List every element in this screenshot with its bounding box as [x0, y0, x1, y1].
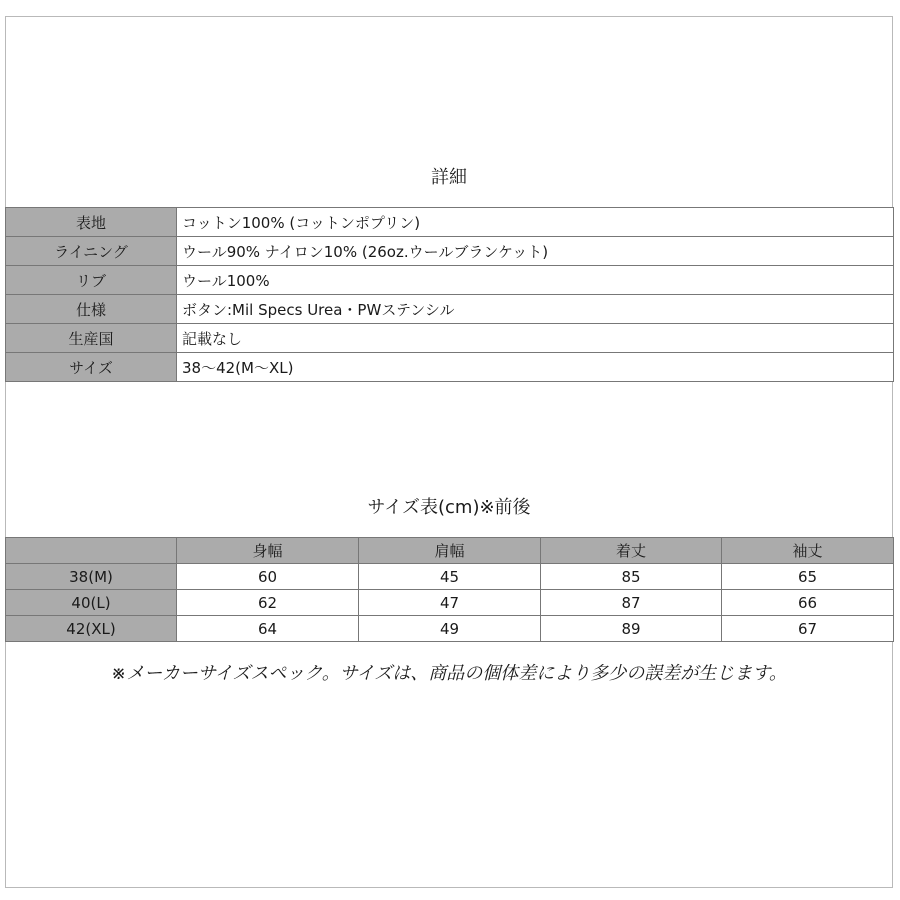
size-label: 42(XL) — [6, 616, 177, 642]
size-table-corner — [6, 538, 177, 564]
header-body-width: 身幅 — [177, 538, 359, 564]
size-value: 87 — [541, 590, 722, 616]
header-length: 着丈 — [541, 538, 722, 564]
header-shoulder-width: 肩幅 — [359, 538, 541, 564]
size-value: 89 — [541, 616, 722, 642]
size-table-header-row — [6, 538, 894, 564]
details-row-lining — [6, 237, 894, 266]
details-value: 38〜42(M〜XL) — [177, 353, 894, 382]
size-value: 64 — [177, 616, 359, 642]
size-table — [5, 537, 894, 642]
size-value: 65 — [722, 564, 894, 590]
size-row-42 — [6, 616, 894, 642]
details-row-fabric — [6, 208, 894, 237]
content-frame — [5, 16, 893, 888]
size-value: 45 — [359, 564, 541, 590]
details-value: コットン100% (コットンポプリン) — [177, 208, 894, 237]
size-value: 60 — [177, 564, 359, 590]
size-value: 66 — [722, 590, 894, 616]
details-label: サイズ — [6, 353, 177, 382]
size-label: 40(L) — [6, 590, 177, 616]
details-value: 記載なし — [177, 324, 894, 353]
size-row-40 — [6, 590, 894, 616]
size-value: 49 — [359, 616, 541, 642]
size-row-38 — [6, 564, 894, 590]
size-table-title: サイズ表(cm)※前後 — [367, 497, 531, 518]
details-row-size — [6, 353, 894, 382]
details-row-rib — [6, 266, 894, 295]
details-table — [5, 207, 894, 382]
details-value: ウール90% ナイロン10% (26oz.ウールブランケット) — [177, 237, 894, 266]
size-disclaimer-note: ※メーカーサイズスペック。サイズは、商品の個体差により多少の誤差が生じます。 — [111, 663, 787, 684]
details-label: 表地 — [6, 208, 177, 237]
header-sleeve-length: 袖丈 — [722, 538, 894, 564]
details-value: ボタン:Mil Specs Urea・PWステンシル — [177, 295, 894, 324]
details-title: 詳細 — [431, 167, 467, 188]
size-value: 85 — [541, 564, 722, 590]
size-label: 38(M) — [6, 564, 177, 590]
details-label: ライニング — [6, 237, 177, 266]
details-value: ウール100% — [177, 266, 894, 295]
size-value: 62 — [177, 590, 359, 616]
details-row-origin — [6, 324, 894, 353]
details-row-spec — [6, 295, 894, 324]
details-label: 仕様 — [6, 295, 177, 324]
size-value: 67 — [722, 616, 894, 642]
size-value: 47 — [359, 590, 541, 616]
details-label: リブ — [6, 266, 177, 295]
details-label: 生産国 — [6, 324, 177, 353]
